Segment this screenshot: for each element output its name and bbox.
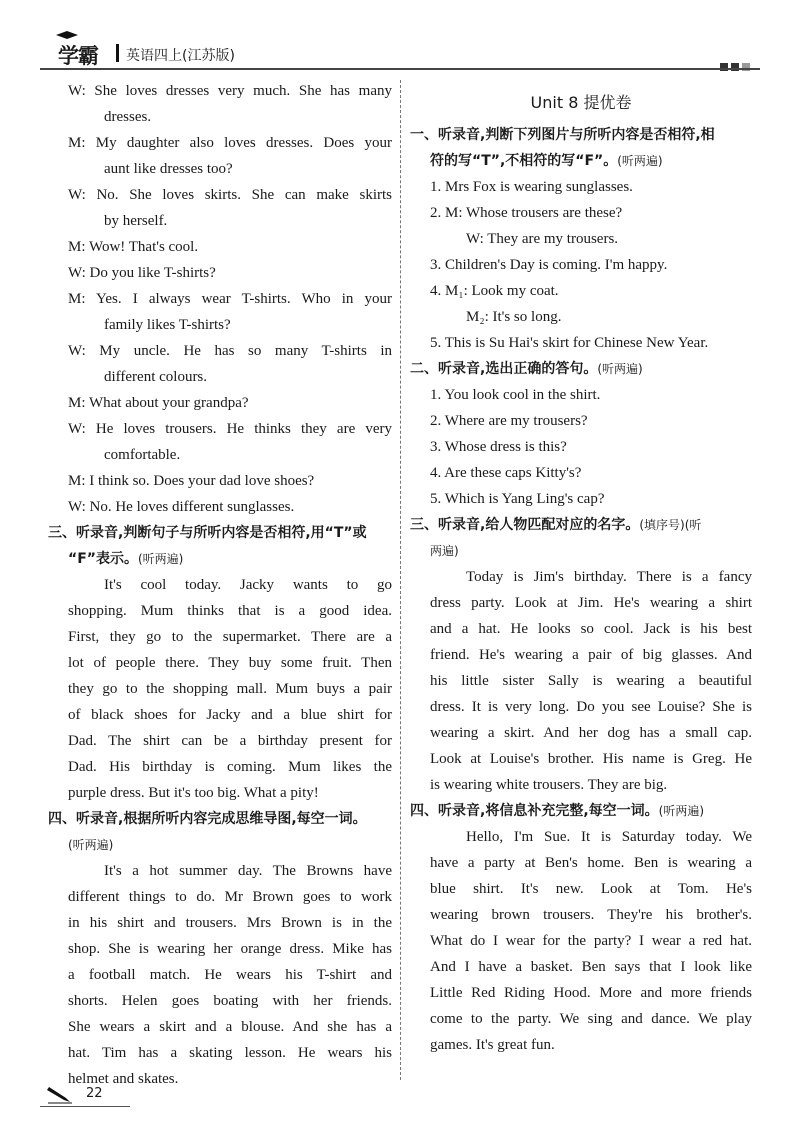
section-3-heading: 三、听录音,给人物匹配对应的名字。(填序号)(听 两遍): [410, 517, 702, 558]
dialogue-line: W: No. He loves different sunglasses.: [68, 499, 295, 515]
section-2-heading: 二、听录音,选出正确的答句。(听两遍): [410, 361, 643, 377]
question-item: W: They are my trousers.: [466, 231, 619, 247]
passage-line: friend. He's wearing a pair of big glasses. And: [430, 647, 752, 663]
section-3-passage: [48, 572, 392, 806]
passage-line: come to the party. We sing and dance. We play: [430, 1011, 752, 1027]
passage-line: have a party at Ben's home. Ben is wearing a: [430, 855, 752, 871]
question-item: 2. M: Whose trousers are these?: [430, 205, 623, 221]
passage-line: Little Red Riding Hood. More and more friends: [430, 985, 752, 1001]
passage-line: in his shirt and trousers. Mrs Brown is in the: [68, 915, 392, 931]
question-item: 3. Whose dress is this?: [430, 439, 567, 455]
passage-line: wearing brown trousers. They're his brother's.: [430, 907, 752, 923]
header-rule: [40, 68, 760, 70]
passage-line: She wears a skirt and a blouse. And she has a: [68, 1019, 392, 1035]
passage-line: they go to the shopping mall. Mum buys a pair: [68, 681, 392, 697]
dialogue-line: W: She loves dresses very much. She has many: [68, 83, 392, 99]
dialogue-line: by herself.: [104, 213, 168, 229]
passage-line: And I have a basket. Ben says that I look like: [430, 959, 752, 975]
section-4-passage: [410, 824, 752, 1058]
section-4-heading: 四、听录音,根据所听内容完成思维导图,每空一词。 (听两遍): [48, 811, 367, 852]
question-item: 3. Children's Day is coming. I'm happy.: [430, 257, 668, 273]
header-separator: [116, 44, 119, 62]
dialogue-line: M: Yes. I always wear T-shirts. Who in your: [68, 291, 392, 307]
section-1-heading: 一、听录音,判断下列图片与所听内容是否相符,相 符的写“T”,不相符的写“F”。(听两遍): [410, 127, 715, 169]
passage-line: What do I wear for the party? I wear a red hat.: [430, 933, 752, 949]
passage-line: his little sister Sally is wearing a beautiful: [430, 673, 752, 689]
question-item: 2. Where are my trousers?: [430, 413, 588, 429]
passage-line: It's a hot summer day. The Browns have: [104, 863, 392, 879]
page-number: 22: [86, 1086, 103, 1101]
dialogue-line: aunt like dresses too?: [104, 161, 233, 177]
passage-line: shop. She is wearing her orange dress. Mike has: [68, 941, 392, 957]
passage-line: Today is Jim's birthday. There is a fancy: [466, 569, 752, 585]
section-4-heading: 四、听录音,将信息补充完整,每空一词。(听两遍): [410, 803, 705, 819]
question-item: 4. Are these caps Kitty's?: [430, 465, 582, 481]
passage-line: shorts. Helen goes boating with her friends.: [68, 993, 392, 1009]
dialogue-line: W: Do you like T-shirts?: [68, 265, 216, 281]
dialogue-line: M: Wow! That's cool.: [68, 239, 199, 255]
passage-line: different things to do. Mr Brown goes to work: [68, 889, 392, 905]
brand-logo: 学霸: [58, 44, 98, 68]
header-blocks: [717, 58, 750, 76]
section-2-items: [410, 382, 752, 512]
passage-line: dress party. Look at Jim. He's wearing a shirt: [430, 595, 752, 611]
question-item: 1. Mrs Fox is wearing sunglasses.: [430, 179, 633, 195]
passage-line: of black shoes for Jacky and a blue shirt for: [68, 707, 392, 723]
book-title: 英语四上(江苏版): [126, 48, 235, 64]
passage-line: games. It's great fun.: [430, 1037, 555, 1053]
section-1-items: [410, 174, 752, 356]
dialogue-line: M: What about your grandpa?: [68, 395, 249, 411]
question-item: 1. You look cool in the shirt.: [430, 387, 601, 403]
footer-rule: [40, 1106, 130, 1107]
dialogue-line: comfortable.: [104, 447, 181, 463]
column-divider: [400, 80, 401, 1080]
dialogue-line: M: My daughter also loves dresses. Does your: [68, 135, 392, 151]
graduation-cap-icon: [54, 30, 80, 40]
right-column: [410, 78, 752, 1058]
passage-line: Look at Louise's brother. His name is Greg. He: [430, 751, 752, 767]
question-item: M₂: It's so long.: [466, 309, 562, 325]
passage-line: blue shirt. It's new. Look at Tom. He's: [430, 881, 752, 897]
section-3-heading: 三、听录音,判断句子与所听内容是否相符,用“T”或 “F”表示。(听两遍): [48, 525, 367, 567]
passage-line: dress. It is very long. Do you see Louise? She is: [430, 699, 752, 715]
passage-line: shopping. Mum thinks that is a good idea.: [68, 603, 392, 619]
passage-line: Dad. The shirt can be a birthday present for: [68, 733, 392, 749]
passage-line: and a hat. He looks so cool. Jack is his best: [430, 621, 752, 637]
section-4-passage: [48, 858, 392, 1092]
passage-line: is wearing white trousers. They are big.: [430, 777, 668, 793]
section-3-passage: [410, 564, 752, 798]
dialogue-line: W: No. She loves skirts. She can make skirts: [68, 187, 392, 203]
dialogue-line: dresses.: [104, 109, 152, 125]
passage-line: helmet and skates.: [68, 1071, 179, 1087]
dialogue-line: W: My uncle. He has so many T-shirts in: [68, 343, 392, 359]
passage-line: It's cool today. Jacky wants to go: [104, 577, 392, 593]
question-item: 5. This is Su Hai's skirt for Chinese New Year.: [430, 335, 709, 351]
passage-line: lot of people there. They buy some fruit. Then: [68, 655, 392, 671]
passage-line: purple dress. But it's too big. What a pity!: [68, 785, 319, 801]
dialogue-line: family likes T-shirts?: [104, 317, 231, 333]
passage-line: hat. Tim has a skating lesson. He wears his: [68, 1045, 392, 1061]
unit-title: Unit 8 提优卷: [530, 93, 632, 112]
passage-line: wearing a skirt. And her dog has a small cap.: [430, 725, 752, 741]
pencil-icon: [46, 1084, 74, 1104]
left-column: [48, 78, 392, 1092]
question-item: 5. Which is Yang Ling's cap?: [430, 491, 605, 507]
question-item: 4. M₁: Look my coat.: [430, 283, 559, 299]
passage-line: First, they go to the supermarket. There are a: [68, 629, 392, 645]
dialogue-line: W: He loves trousers. He thinks they are very: [68, 421, 392, 437]
page-header: [40, 38, 760, 72]
dialogue-line: M: I think so. Does your dad love shoes?: [68, 473, 315, 489]
passage-line: a football match. He wears his T-shirt and: [68, 967, 392, 983]
dialogue-block: [48, 78, 392, 520]
passage-line: Hello, I'm Sue. It is Saturday today. We: [466, 829, 752, 845]
dialogue-line: different colours.: [104, 369, 208, 385]
passage-line: Dad. His birthday is coming. Mum likes the: [68, 759, 392, 775]
